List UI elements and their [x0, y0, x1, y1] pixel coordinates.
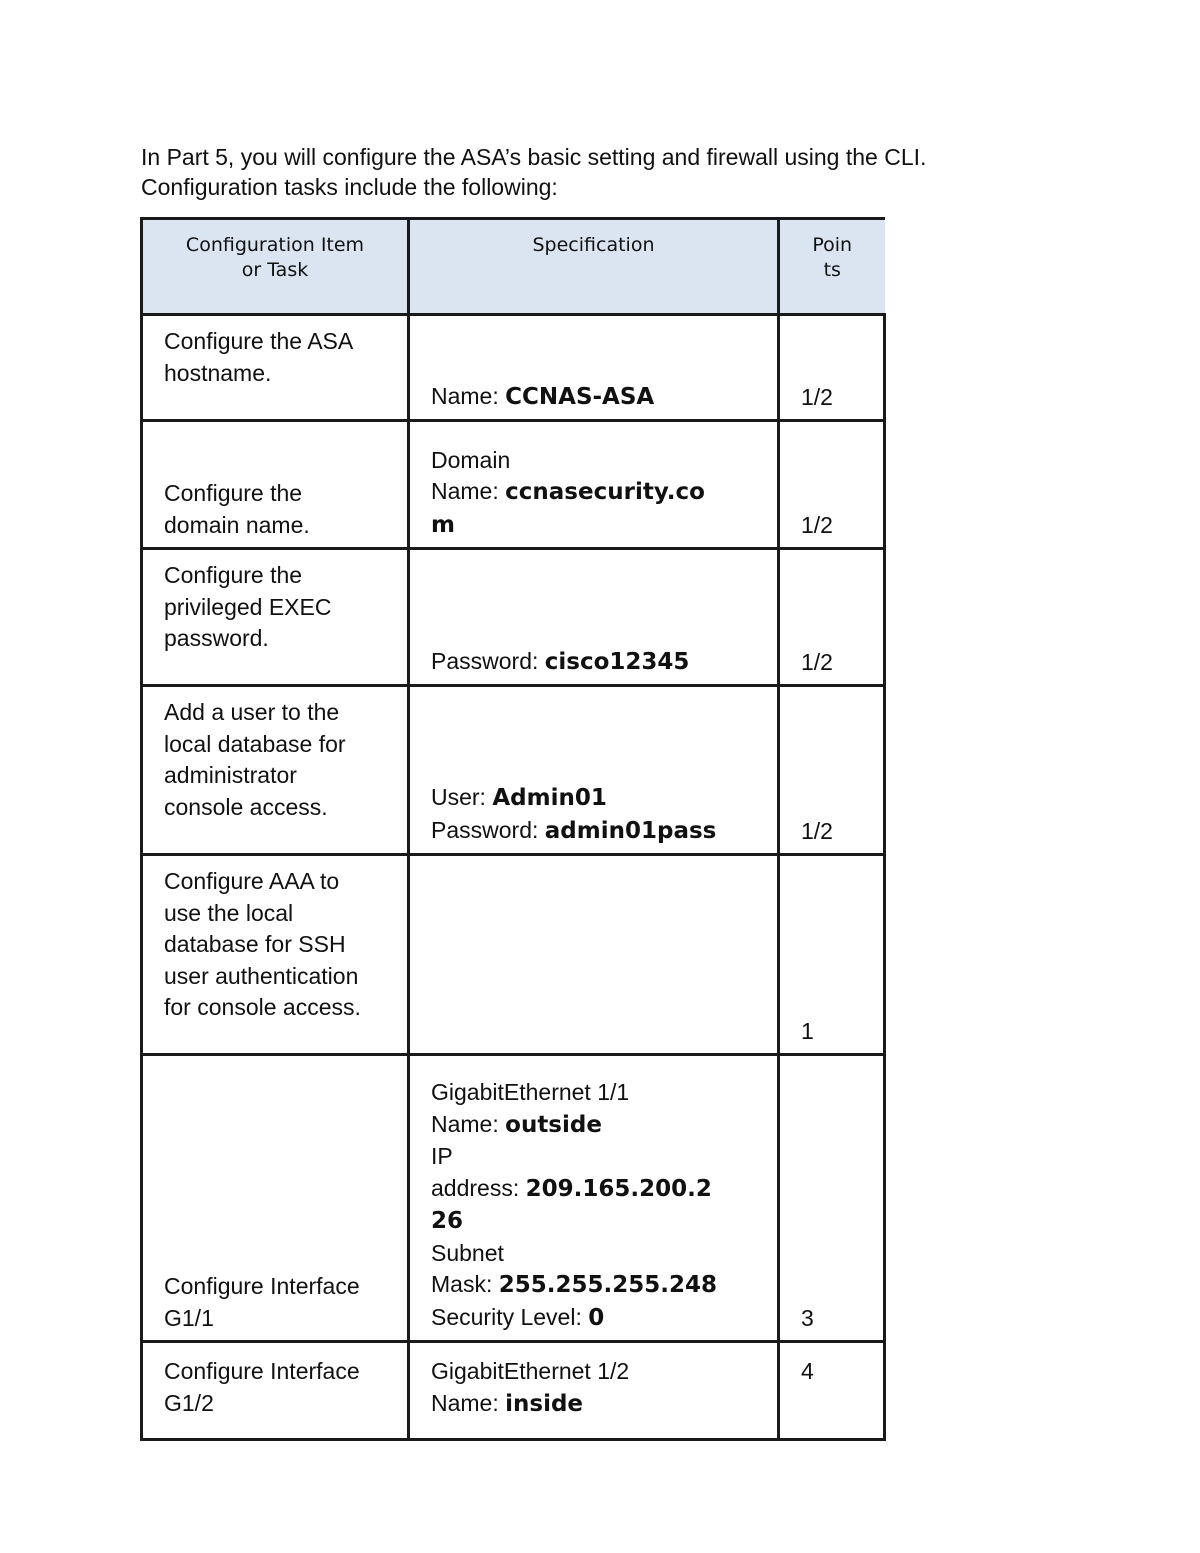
task-item-line: Configure the: [164, 480, 303, 506]
spec-line: [431, 1238, 769, 1270]
spec-line: [431, 646, 769, 679]
spec-line: [431, 1356, 769, 1388]
spec-label: Subnet: [431, 1239, 504, 1266]
task-item-line: local database for: [164, 730, 346, 757]
spec-line: [431, 381, 769, 414]
spec-line: [431, 1388, 769, 1421]
specification-cell: [409, 686, 779, 855]
intro-line-2: Configuration tasks include the following:: [141, 174, 558, 200]
task-item-line: use the local: [164, 899, 294, 926]
points-cell: 4: [779, 1342, 885, 1440]
points-cell: 1: [779, 855, 885, 1055]
spec-value: CCNAS-ASA: [505, 383, 655, 410]
task-item-line: user authentication: [164, 962, 359, 989]
spec-label: Password:: [431, 816, 545, 843]
specification-cell: [409, 1055, 779, 1342]
points-cell: 1/2: [779, 686, 885, 855]
table-row: [142, 421, 885, 549]
task-item-line: domain name.: [164, 511, 310, 538]
table-row: [142, 855, 885, 1055]
table-row: [142, 549, 885, 686]
spec-line: [431, 1141, 769, 1173]
spec-label: Name:: [431, 1389, 506, 1416]
spec-label: GigabitEthernet 1/1: [431, 1079, 630, 1105]
spec-value: Admin01: [492, 785, 607, 811]
spec-line: [431, 445, 769, 477]
task-item-line: password.: [164, 625, 269, 651]
spec-label: Name:: [431, 1110, 506, 1137]
points-cell: 1/2: [779, 315, 885, 421]
task-item-line: for console access.: [164, 994, 361, 1020]
task-item-cell: [142, 1342, 409, 1440]
table-row: [142, 315, 885, 421]
task-item-line: privileged EXEC: [164, 593, 332, 620]
spec-value: cisco12345: [544, 648, 690, 675]
spec-value: 209.165.200.2: [525, 1175, 712, 1202]
task-item-line: Configure the ASA: [164, 328, 354, 354]
configuration-tasks-table: [140, 217, 886, 1441]
spec-line: [431, 1077, 769, 1109]
task-item-line: Configure Interface: [164, 1358, 360, 1384]
spec-line: [431, 1302, 769, 1335]
spec-label: IP: [431, 1143, 453, 1169]
spec-value: ccnasecurity.co: [505, 479, 705, 505]
task-item-line: Configure the: [164, 562, 303, 588]
spec-label: Name:: [431, 382, 506, 409]
header-points: Poin ts: [779, 219, 885, 315]
spec-label: address:: [431, 1174, 526, 1201]
spec-line: [431, 1173, 769, 1206]
specification-cell: [409, 549, 779, 686]
spec-value: 0: [588, 1304, 605, 1331]
spec-value: m: [431, 511, 455, 538]
spec-line: [431, 815, 769, 848]
task-item-cell: [142, 855, 409, 1055]
spec-value: outside: [505, 1111, 602, 1138]
spec-line: [431, 1205, 769, 1238]
intro-line-1: In Part 5, you will configure the ASA’s basic setting and firewall using the CLI.: [141, 144, 927, 170]
task-item-cell: [142, 1055, 409, 1342]
table-row: [142, 1342, 885, 1440]
spec-label: Domain: [431, 446, 511, 473]
task-item-line: Configure Interface: [164, 1273, 360, 1299]
spec-line: [431, 509, 769, 542]
table-header-row: [142, 219, 885, 315]
spec-label: Password:: [431, 647, 545, 674]
task-item-cell: [142, 549, 409, 686]
specification-cell: [409, 855, 779, 1055]
spec-value: inside: [505, 1390, 584, 1417]
task-item-line: administrator: [164, 762, 297, 788]
task-item-line: console access.: [164, 793, 328, 820]
task-item-line: Configure AAA to: [164, 868, 340, 894]
spec-value: admin01pass: [544, 817, 717, 844]
intro-text: [141, 142, 1121, 202]
points-cell: 1/2: [779, 549, 885, 686]
task-item-line: G1/1: [164, 1304, 214, 1331]
header-specification: Specification: [409, 219, 779, 315]
spec-line: [431, 1109, 769, 1142]
spec-line: [431, 782, 769, 815]
points-cell: 1/2: [779, 421, 885, 549]
spec-label: Name:: [431, 478, 506, 504]
task-item-cell: [142, 686, 409, 855]
spec-label: Security Level:: [431, 1303, 589, 1330]
table-body: [142, 315, 885, 1440]
spec-line: [431, 1269, 769, 1302]
task-item-line: Add a user to the: [164, 699, 340, 725]
specification-cell: [409, 315, 779, 421]
spec-value: 26: [431, 1208, 464, 1234]
points-cell: 3: [779, 1055, 885, 1342]
specification-cell: [409, 1342, 779, 1440]
table-row: [142, 1055, 885, 1342]
task-item-line: G1/2: [164, 1389, 214, 1416]
header-config-item: Configuration Item or Task: [142, 219, 409, 315]
task-item-cell: [142, 315, 409, 421]
specification-cell: [409, 421, 779, 549]
spec-line: [431, 476, 769, 509]
table-row: [142, 686, 885, 855]
task-item-line: hostname.: [164, 359, 272, 386]
spec-label: GigabitEthernet 1/2: [431, 1358, 630, 1384]
task-item-cell: [142, 421, 409, 549]
task-item-line: database for SSH: [164, 931, 346, 957]
spec-label: User:: [431, 784, 493, 810]
spec-label: Mask:: [431, 1271, 499, 1297]
spec-value: 255.255.255.248: [498, 1272, 717, 1298]
